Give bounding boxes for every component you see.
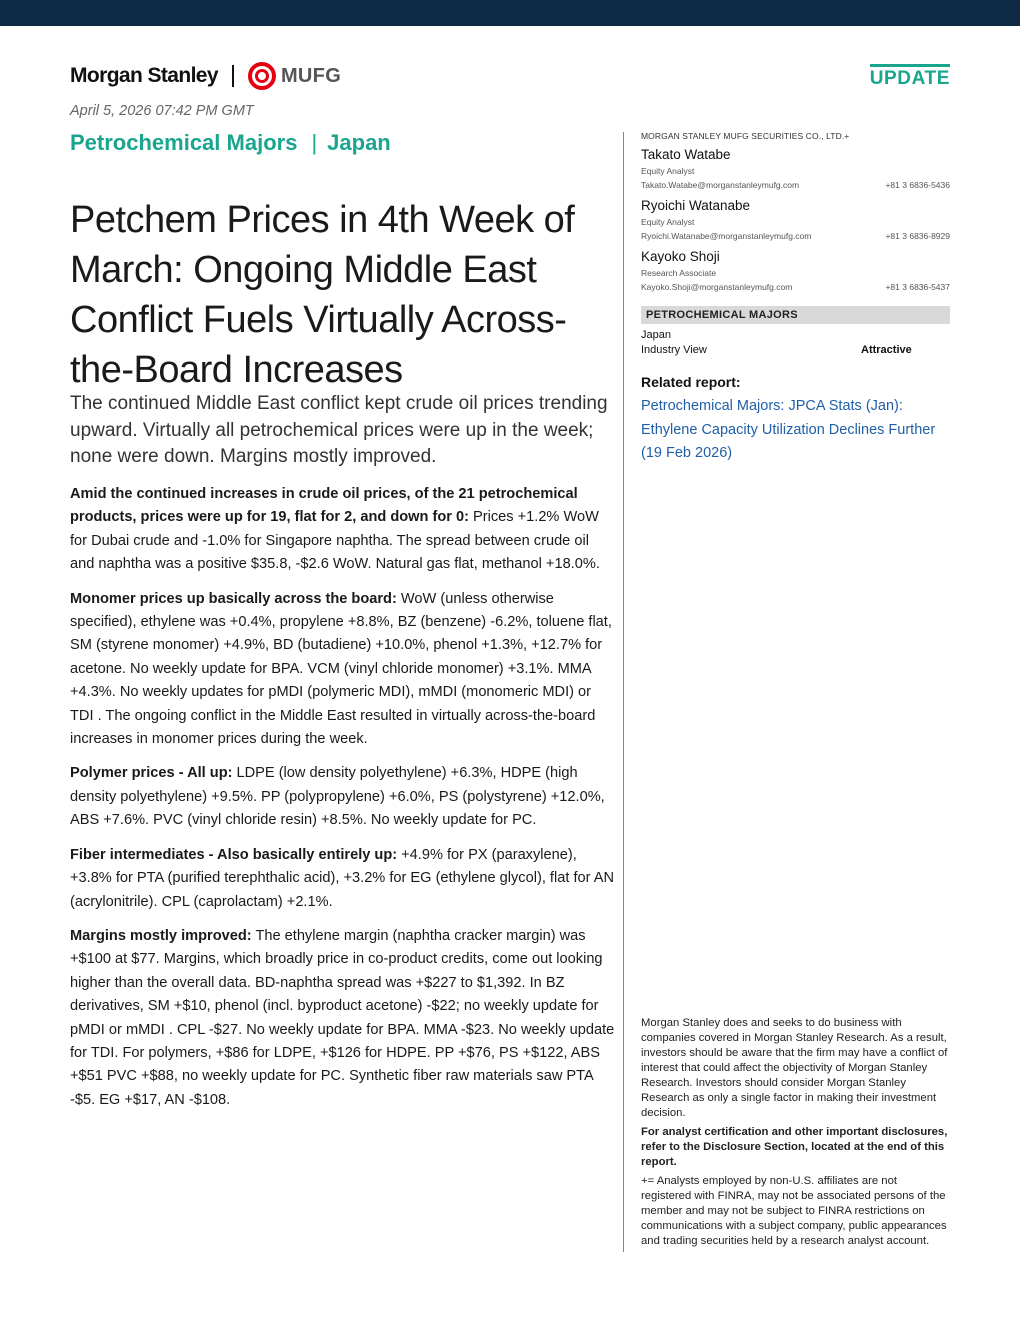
analyst-phone: +81 3 6836-5436	[885, 180, 950, 190]
analyst-email[interactable]: Takato.Watabe@morganstanleymufg.com	[641, 180, 800, 190]
industry-view-value: Attractive	[861, 344, 912, 356]
paragraph-text: LDPE (low density polyethylene) +6.3%, HDPE (high density polyethylene) +9.5%. PP (polypropylene) +6.0%, PS (polystyrene) +12.0%, ABS +7.6%. PVC (vinyl chloride resin) +8.5%. No weekly update for PC.	[70, 765, 605, 829]
mufg-logo-icon	[248, 62, 276, 90]
publish-date: April 5, 2026 07:42 PM GMT	[70, 103, 254, 119]
report-title: Petchem Prices in 4th Week of March: Ongoing Middle East Conflict Fuels Virtually Across-the-Board Increases	[70, 199, 575, 392]
report-body	[70, 483, 615, 1123]
paragraph-monomer	[70, 588, 615, 752]
analyst-email[interactable]: Ryoichi.Watanabe@morganstanleymufg.com	[641, 231, 812, 241]
sector-header: PETROCHEMICAL MAJORS	[641, 306, 950, 324]
analyst-name: Takato Watabe	[641, 147, 731, 162]
analyst-role: Equity Analyst	[641, 217, 695, 227]
analyst-role: Research Associate	[641, 268, 717, 278]
paragraph-text: The ethylene margin (naphtha cracker margin) was +$100 at $77. Margins, which broadly price in co-product credits, come out looking higher than the overall data. BD-naphtha spread was +$227 to $1,392. In BZ derivatives, SM +$10, phenol (incl. byproduct acetone) -$22; no weekly update for pMDI or mMDI . CPL -$27. No weekly update for BPA. MMA -$23. No weekly update for TDI. For polymers, +$86 for LDPE, +$126 for HDPE. PP +$76, PS +$122, ABS +$51 PVC +$88, no weekly update for PC. Synthetic fiber raw materials saw PTA -$5. EG +$17, AN -$108.	[70, 927, 615, 1108]
paragraph-text: +4.9% for PX (paraxylene), +3.8% for PTA (purified terephthalic acid), +3.2% for EG (ethylene glycol), flat for AN (acrylonitrile). CPL (caprolactam) +2.1%.	[70, 846, 615, 910]
region-link[interactable]: Japan	[327, 130, 391, 155]
related-report-link[interactable]: Petrochemical Majors: JPCA Stats (Jan): Ethylene Capacity Utilization Declines Further (19 Feb 2026)	[641, 398, 936, 461]
paragraph-polymer	[70, 762, 615, 832]
disclosure-box	[641, 1016, 950, 1253]
analyst-card	[641, 146, 950, 192]
paragraph-lead: Amid the continued increases in crude oil prices, of the 21 petrochemical products, prices were up for 19, flat for 2, and down for 0:	[70, 486, 578, 526]
sector-region: Japan	[641, 329, 671, 341]
report-summary: The continued Middle East conflict kept crude oil prices trending upward. Virtually all petrochemical prices were up in the week; none were down. Margins mostly improved.	[70, 393, 608, 467]
paragraph-fiber	[70, 844, 615, 914]
analyst-email[interactable]: Kayoko.Shoji@morganstanleymufg.com	[641, 282, 793, 292]
category-link[interactable]: Petrochemical Majors	[70, 130, 298, 155]
brand-header	[70, 62, 341, 90]
disclosure-certification: For analyst certification and other important disclosures, refer to the Disclosure Section, located at the end of this report.	[641, 1126, 948, 1168]
analyst-contact	[641, 229, 950, 243]
analyst-card	[641, 248, 950, 294]
firm-name: MORGAN STANLEY MUFG SECURITIES CO., LTD.+	[641, 131, 850, 141]
paragraph-lead: Fiber intermediates - Also basically entirely up:	[70, 846, 398, 863]
analyst-contact	[641, 178, 950, 192]
paragraph-lead: Polymer prices - All up:	[70, 765, 233, 782]
top-bar	[0, 0, 1020, 26]
industry-view-label: Industry View	[641, 344, 707, 356]
paragraph-margins	[70, 925, 615, 1112]
disclosure-conflict: Morgan Stanley does and seeks to do business with companies covered in Morgan Stanley Research. As a result, investors should be aware that the firm may have a conflict of interest that could affect the objectivity of Morgan Stanley Research. Investors should consider Morgan Stanley Research as only a single factor in making their investment decision.	[641, 1017, 948, 1119]
analyst-role: Equity Analyst	[641, 166, 695, 176]
analyst-name: Ryoichi Watanabe	[641, 198, 751, 213]
update-badge: UPDATE	[870, 64, 950, 90]
analyst-phone: +81 3 6836-8929	[885, 231, 950, 241]
analyst-card	[641, 197, 950, 243]
related-report-heading: Related report:	[641, 374, 741, 390]
sidebar-divider	[623, 132, 624, 1252]
paragraph-lead: Margins mostly improved:	[70, 927, 252, 944]
disclosure-finra: += Analysts employed by non-U.S. affiliates are not registered with FINRA, may not be associated persons of the member and may not be subject to FINRA restrictions on communications with a subject company, public appearances and trading securities held by a research analyst account.	[641, 1175, 947, 1247]
analyst-name: Kayoko Shoji	[641, 249, 720, 264]
category-line	[70, 130, 391, 156]
sidebar	[641, 131, 950, 466]
paragraph-text: Prices +1.2% WoW for Dubai crude and -1.0% for Singapore naphtha. The spread between crude oil and naphtha was a positive $35.8, -$2.6 WoW. Natural gas flat, methanol +18.0%.	[70, 509, 600, 573]
morgan-stanley-logo: Morgan Stanley	[70, 64, 218, 87]
mufg-logo	[248, 62, 341, 90]
paragraph-text: WoW (unless otherwise specified), ethylene was +0.4%, propylene +8.8%, BZ (benzene) -6.2%, toluene flat, SM (styrene monomer) +4.9%, BD (butadiene) +10.0%, phenol +1.3%, +12.7% for acetone. No weekly update for BPA. VCM (vinyl chloride monomer) +3.1%. MMA +4.3%. No weekly updates for pMDI (polymeric MDI), mMDI (monomeric MDI) or TDI . The ongoing conflict in the Middle East resulted in virtually across-the-board increases in monomer prices during the week.	[70, 590, 612, 748]
paragraph-price-summary	[70, 483, 615, 577]
paragraph-lead: Monomer prices up basically across the board:	[70, 590, 397, 607]
brand-separator	[232, 65, 234, 87]
category-separator: |	[311, 130, 318, 155]
mufg-wordmark: MUFG	[280, 64, 342, 87]
industry-view-row	[641, 343, 950, 358]
analyst-phone: +81 3 6836-5437	[885, 282, 950, 292]
analyst-contact	[641, 280, 950, 294]
